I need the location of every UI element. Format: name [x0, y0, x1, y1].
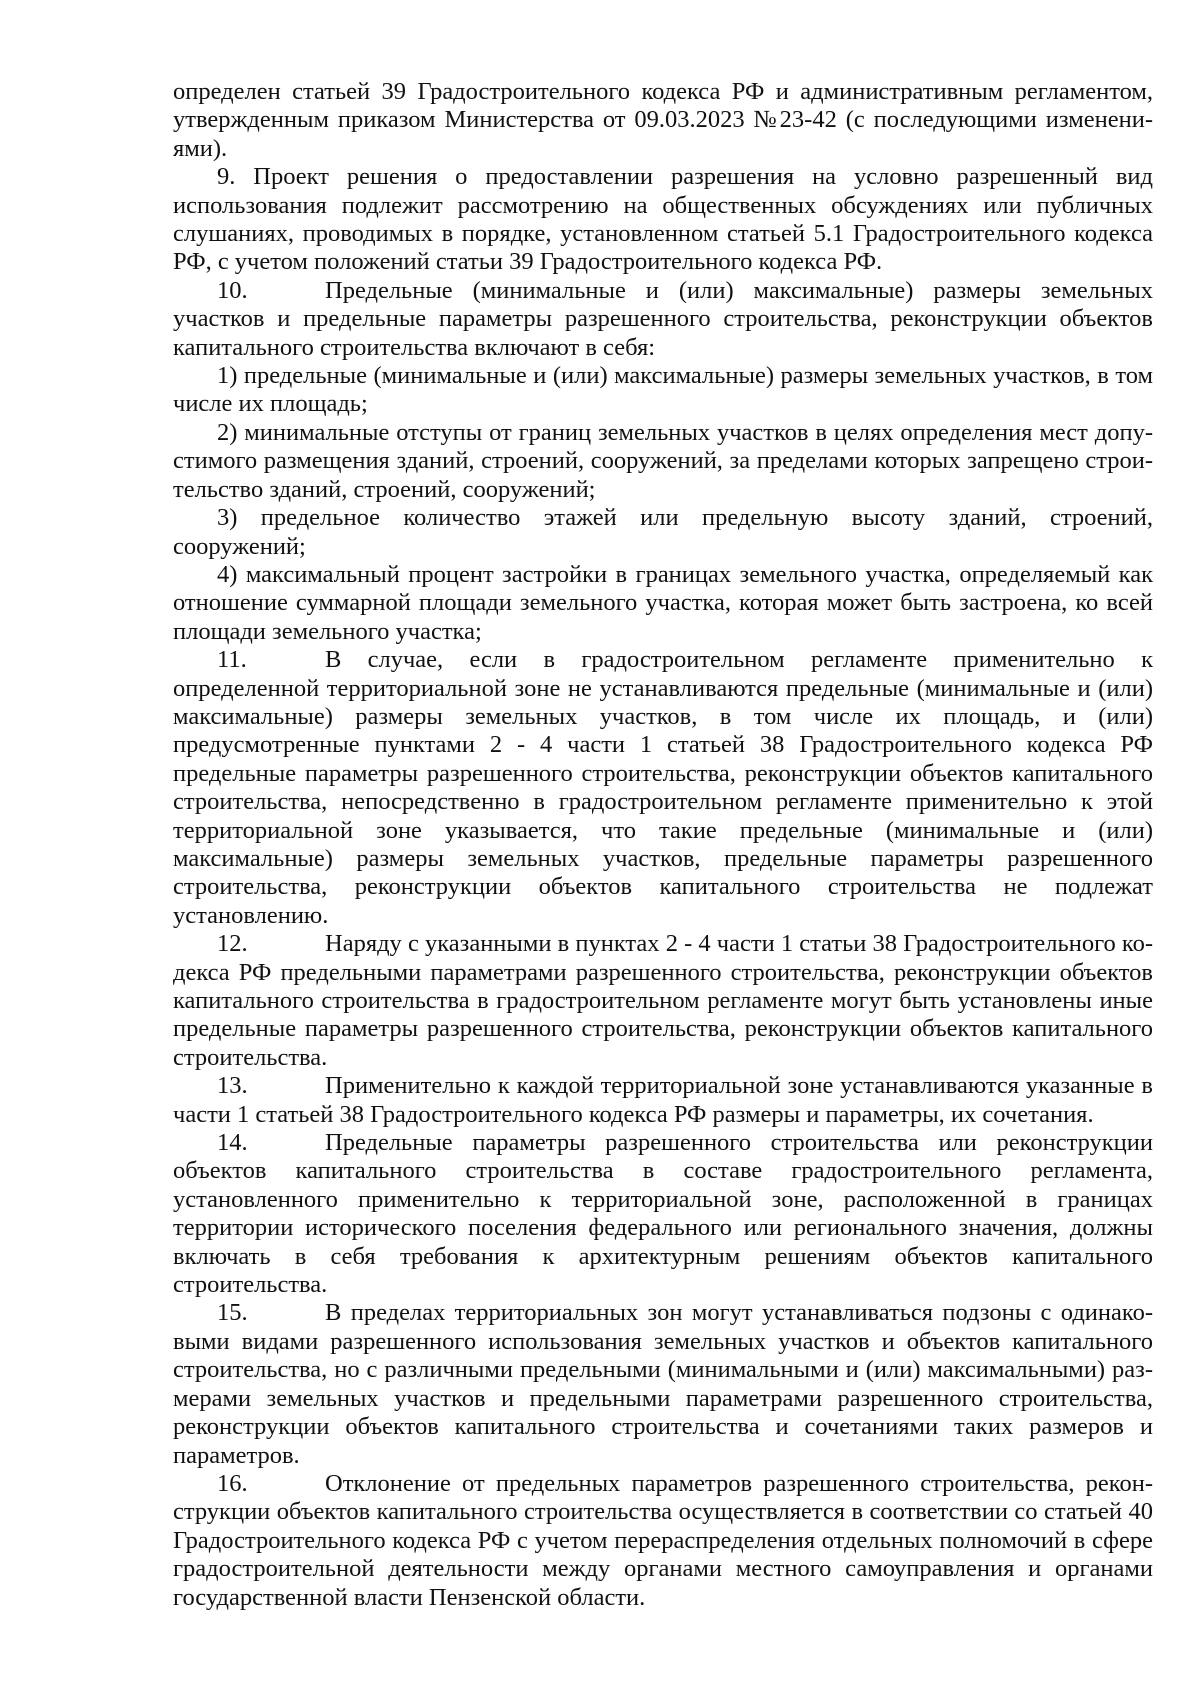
paragraph-10	[173, 277, 1153, 362]
paragraph-13	[173, 1072, 1153, 1129]
paragraph-text: Предельные параметры разрешенного строительства или реконструкции объектов капитального строительства в составе градостроительного регламента, установленного применительно к территориальной зоне, расположенной в границах территории исторического поселения федерального или регионального значения, должны включать в себя требования к архитектурным решениям объектов капитального строительства.	[173, 1129, 1153, 1299]
paragraph-number: 12.	[217, 930, 248, 958]
list-item-1	[173, 362, 1153, 419]
paragraph-number: 10.	[217, 276, 248, 304]
paragraph-number: 11.	[217, 646, 247, 674]
paragraph-16	[173, 1470, 1153, 1612]
list-item-2	[173, 419, 1153, 504]
paragraph-14	[173, 1129, 1153, 1299]
paragraph-text: определен статьей 39 Градостроительного кодекса РФ и административным регламентом, утвержденным приказом Министерства от 09.03.2023 №23-42 (с последующими изменениями).	[173, 78, 1153, 162]
list-item-4	[173, 561, 1153, 646]
list-item-text: 1) предельные (минимальные и (или) максимальные) размеры земельных участков, в том числе их площадь;	[173, 362, 1153, 418]
list-item-3	[173, 504, 1153, 561]
paragraph-number: 16.	[217, 1469, 248, 1497]
paragraph-text: Наряду с указанными в пунктах 2 - 4 части 1 статьи 38 Градостроительного кодекса РФ предельными параметрами разрешенного строительства, реконструкции объектов капитального строительства в градостроительном регламенте могут быть установлены иные предельные параметры разрешенного строительства, реконструкции объектов капитального строительства.	[173, 930, 1153, 1071]
paragraph-text: 9. Проект решения о предоставлении разрешения на условно разрешенный вид использования подлежит рассмотрению на общественных обсуждениях или публичных слушаниях, проводимых в порядке, установленном статьей 5.1 Градостроительного кодекса РФ, с учетом положений статьи 39 Градостроительного кодекса РФ.	[173, 163, 1153, 276]
paragraph-number: 14.	[217, 1129, 248, 1157]
paragraph-text: В пределах территориальных зон могут устанавливаться подзоны с одинаковыми видами разрешенного использования земельных участков и объектов капитального строительства, но с различными предельными (минимальными и (или) максимальными) размерами земельных участков и предельными параметрами разрешенного строительства, реконструкции объектов капитального строительства и сочетаниями таких размеров и параметров.	[173, 1299, 1153, 1469]
paragraph-text: Отклонение от предельных параметров разрешенного строительства, реконструкции объектов капитального строительства осуществляется в соответствии со статьей 40 Градостроительного кодекса РФ с учетом перераспределения отдельных полномочий в сфере градостроительной деятельности между органами местного самоуправления и органами государственной власти Пензенской области.	[173, 1469, 1153, 1611]
paragraph-number: 15.	[217, 1299, 248, 1327]
paragraph-text: В случае, если в градостроительном регламенте применительно к определенной территориальной зоне не устанавливаются предельные (минимальные и (или) максимальные) размеры земельных участков, в том числе их площадь, и (или) предусмотренные пунктами 2 - 4 части 1 статьей 38 Градостроительного кодекса РФ предельные параметры разрешенного строительства, реконструкции объектов капитального строительства, непосредственно в градостроительном регламенте применительно к этой территориальной зоне указывается, что такие предельные (минимальные и (или) максимальные) размеры земельных участков, предельные параметры разрешенного строительства, реконструкции объектов капитального строительства не подлежат установлению.	[173, 646, 1153, 929]
paragraph-text: Предельные (минимальные и (или) максимальные) размеры земельных участков и предельные параметры разрешенного строительства, реконструкции объектов капитального строительства включают в себя:	[173, 276, 1153, 361]
paragraph-12	[173, 930, 1153, 1072]
paragraph-15	[173, 1299, 1153, 1469]
paragraph-9	[173, 163, 1153, 277]
document-page	[173, 78, 1153, 1612]
paragraph-11	[173, 646, 1153, 930]
paragraph-number: 13.	[217, 1072, 248, 1100]
list-item-text: 3) предельное количество этажей или предельную высоту зданий, строений, сооружений;	[173, 504, 1153, 560]
list-item-text: 4) максимальный процент застройки в границах земельного участка, определяемый как отношение суммарной площади земельного участка, которая может быть застроена, ко всей площади земельного участка;	[173, 560, 1153, 645]
paragraph-continuation	[173, 78, 1153, 163]
paragraph-text: Применительно к каждой территориальной зоне устанавливаются указанные в части 1 статьей 38 Градостроительного кодекса РФ размеры и параметры, их сочетания.	[173, 1072, 1153, 1128]
list-item-text: 2) минимальные отступы от границ земельных участков в целях определения мест допустимого размещения зданий, строений, сооружений, за пределами которых запрещено строительство зданий, строений, сооружений;	[173, 418, 1153, 503]
